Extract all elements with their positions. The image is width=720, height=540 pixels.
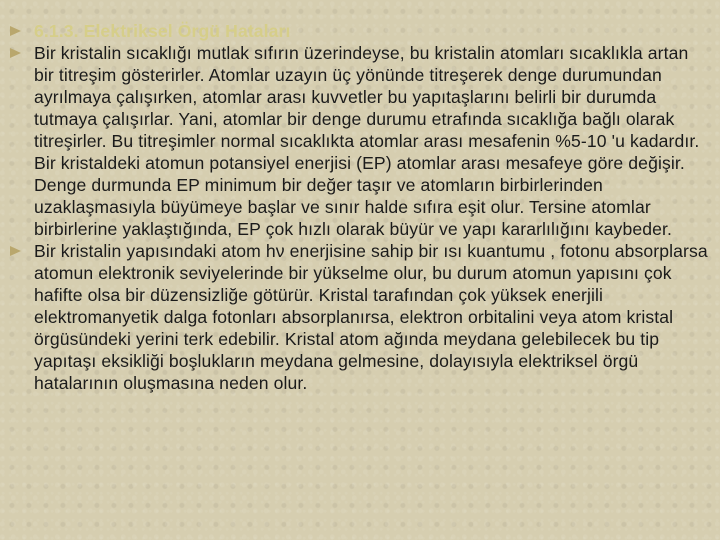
bullet-list bbox=[10, 20, 712, 394]
triangle-right-icon bbox=[10, 26, 21, 36]
bullet-item-thermal-vibration bbox=[10, 42, 712, 240]
section-heading: 6.1.3. Elektriksel Örgü Hataları bbox=[34, 21, 291, 41]
triangle-right-icon bbox=[10, 246, 21, 256]
bullet-item-photon-absorption bbox=[10, 240, 712, 394]
triangle-right-icon bbox=[10, 48, 21, 58]
bullet-text: Bir kristalin sıcaklığı mutlak sıfırın üzerindeyse, bu kristalin atomları sıcaklıkla artan bir titreşim gösterirler. Atomlar uzayın üç yönünde titreşerek denge durumundan ayrılmaya çalışırken, atomlar arası kuvvetler bu yapıtaşlarını belirli bir durumda tutmaya çalışırlar. Yani, atomlar bir denge durumu etrafında sıcaklığa bağlı olarak titreşirler. Bu titreşimler normal sıcaklıkta atomlar arası mesafenin %5-10 'u kadardır. Bir kristaldeki atomun potansiyel enerjisi (EP) atomlar arası mesafeye göre değişir. Denge durmunda EP minimum bir değer taşır ve atomların birbirlerinden uzaklaşmasıyla büyümeye başlar ve sınır halde sıfıra eşit olur. Tersine atomlar birbirlerine yaklaştığında, EP çok hızlı olarak büyür ve yapı kararlılığını kaybeder. bbox=[34, 43, 700, 239]
bullet-text: Bir kristalin yapısındaki atom hν enerjisine sahip bir ısı kuantumu , fotonu absorplarsa atomun elektronik seviyelerinde bir yükselme olur, bu durum atomun yapısını çok hafifte olsa bir düzensizliğe götürür. Kristal tarafından çok yüksek enerjili elektromanyetik dalga fotonları absorplanırsa, elektron orbitalini veya atom kristal örgüsündeki yerini terk edebilir. Kristal atom ağında meydana gelebilecek bu tip yapıtaşı eksikliği boşlukların meydana gelmesine, dolayısıyla elektriksel örgü hatalarının oluşmasına neden olur. bbox=[34, 241, 708, 393]
bullet-item-heading bbox=[10, 20, 712, 42]
